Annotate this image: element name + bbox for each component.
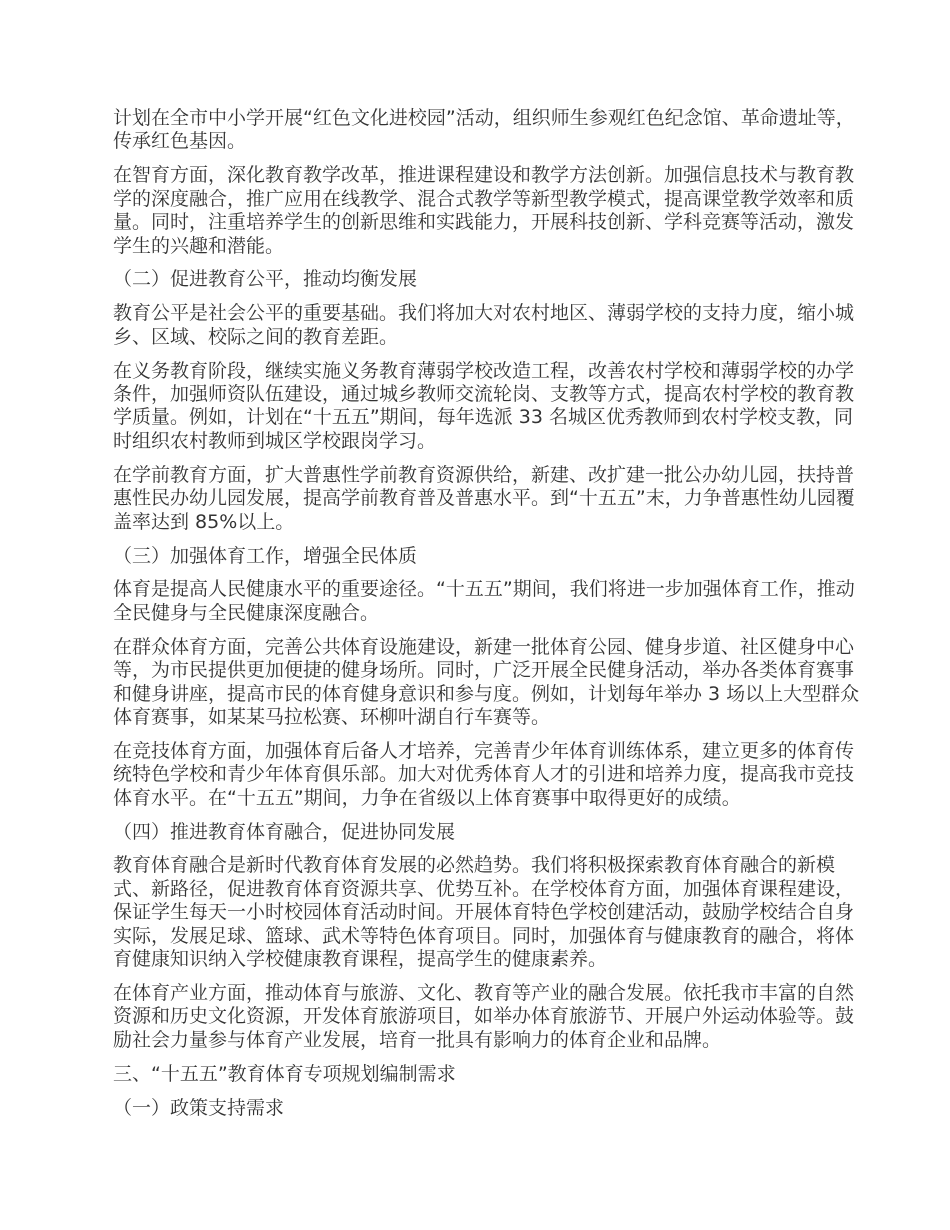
section-heading: （一）政策支持需求 <box>113 1096 285 1119</box>
section-heading: （四）推进教育体育融合，促进协同发展 <box>113 820 456 843</box>
body-paragraph: 在义务教育阶段，继续实施义务教育薄弱学校改造工程，改善农村学校和薄弱学校的办学条件，加强师资队伍建设，通过城乡教师交流轮岗、支教等方式，提高农村学校的教育教学质量。例如，计划在“十五五”期间，每年选派 33 名城区优秀教师到农村学校支教，同时组织农村教师到城区学校跟岗学习。 <box>113 359 855 452</box>
body-paragraph: 在智育方面，深化教育教学改革，推进课程建设和教学方法创新。加强信息技术与教育教学的深度融合，推广应用在线教学、混合式教学等新型教学模式，提高课堂教学效率和质量。同时，注重培养学生的创新思维和实践能力，开展科技创新、学科竞赛等活动，激发学生的兴趣和潜能。 <box>113 164 855 257</box>
body-paragraph: 在学前教育方面，扩大普惠性学前教育资源供给，新建、改扩建一批公办幼儿园，扶持普惠性民办幼儿园发展，提高学前教育普及普惠水平。到“十五五”末，力争普惠性幼儿园覆盖率达到 85%以上。 <box>113 463 855 533</box>
section-heading: （二）促进教育公平，推动均衡发展 <box>113 268 418 291</box>
body-paragraph: 在竞技体育方面，加强体育后备人才培养，完善青少年体育训练体系，建立更多的体育传统特色学校和青少年体育俱乐部。加大对优秀体育人才的引进和培养力度，提高我市竞技体育水平。在“十五五”期间，力争在省级以上体育赛事中取得更好的成绩。 <box>113 739 855 809</box>
body-paragraph: 教育体育融合是新时代教育体育发展的必然趋势。我们将积极探索教育体育融合的新模式、新路径，促进教育体育资源共享、优势互补。在学校体育方面，加强体育课程建设，保证学生每天一小时校园体育活动时间。开展体育特色学校创建活动，鼓励学校结合自身实际，发展足球、篮球、武术等特色体育项目。同时，加强体育与健康教育的融合，将体育健康知识纳入学校健康教育课程，提高学生的健康素养。 <box>113 854 855 971</box>
body-paragraph: 教育公平是社会公平的重要基础。我们将加大对农村地区、薄弱学校的支持力度，缩小城乡、区域、校际之间的教育差距。 <box>113 302 855 348</box>
body-paragraph: 体育是提高人民健康水平的重要途径。“十五五”期间，我们将进一步加强体育工作，推动全民健身与全民健康深度融合。 <box>113 578 855 624</box>
section-heading: （三）加强体育工作，增强全民体质 <box>113 544 418 567</box>
document-body <box>113 107 863 1120</box>
section-heading: 三、“十五五”教育体育专项规划编制需求 <box>113 1062 456 1085</box>
body-paragraph: 在群众体育方面，完善公共体育设施建设，新建一批体育公园、健身步道、社区健身中心等，为市民提供更加便捷的健身场所。同时，广泛开展全民健身活动，举办各类体育赛事和健身讲座，提高市民的体育健身意识和参与度。例如，计划每年举办 3 场以上大型群众体育赛事，如某某马拉松赛、环柳叶湖自行车赛等。 <box>113 635 860 728</box>
body-paragraph: 在体育产业方面，推动体育与旅游、文化、教育等产业的融合发展。依托我市丰富的自然资源和历史文化资源，开发体育旅游项目，如举办体育旅游节、开展户外运动体验等。鼓励社会力量参与体育产业发展，培育一批具有影响力的体育企业和品牌。 <box>113 982 855 1051</box>
body-paragraph: 计划在全市中小学开展“红色文化进校园”活动，组织师生参观红色纪念馆、革命遗址等，传承红色基因。 <box>113 107 855 153</box>
